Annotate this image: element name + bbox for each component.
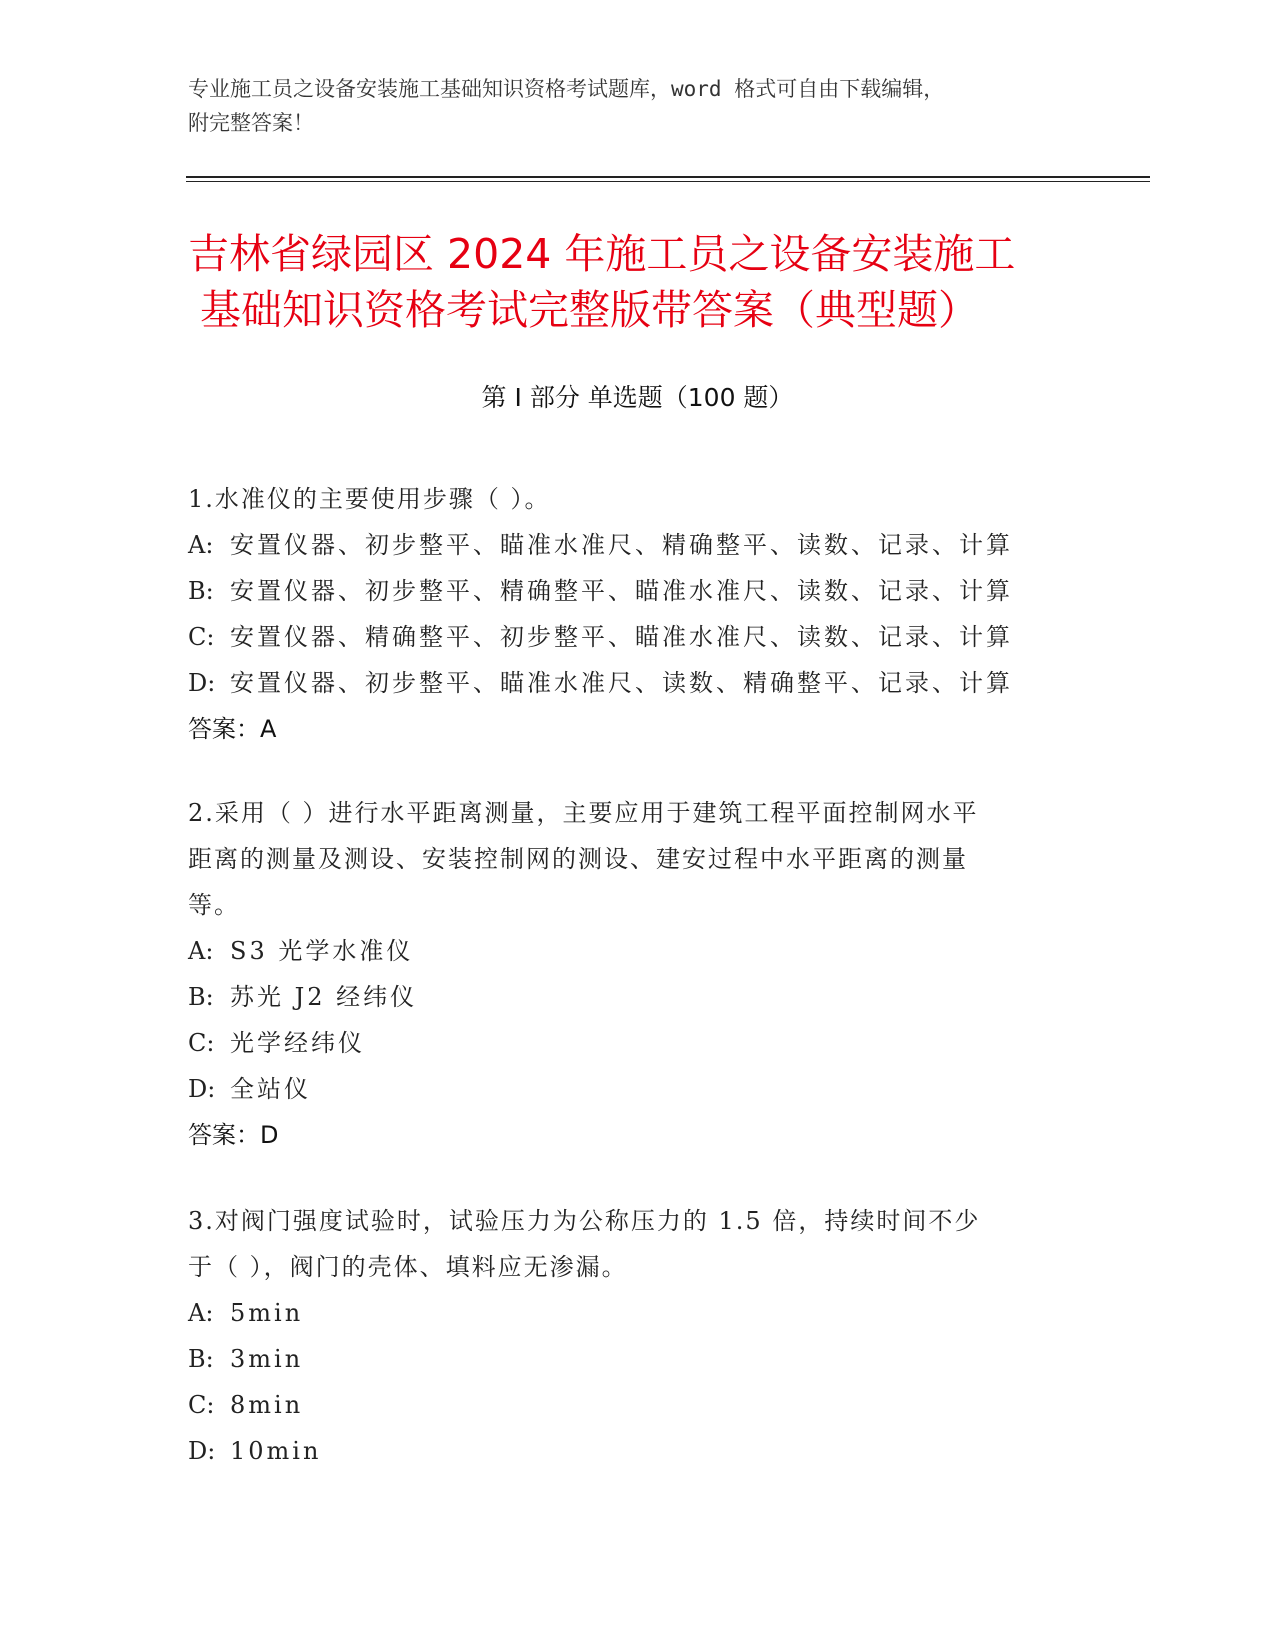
option-text: 安置仪器、初步整平、瞄准水准尺、精确整平、读数、记录、计算 xyxy=(230,531,1013,559)
document-title xyxy=(188,226,1108,338)
option-text: 5min xyxy=(230,1299,304,1327)
header-note-line: 附完整答案！ xyxy=(188,111,314,135)
question-option xyxy=(188,660,1088,706)
option-letter: D: xyxy=(188,1075,216,1103)
question-stem-line: 距离的测量及测设、安装控制网的测设、建安过程中水平距离的测量 xyxy=(188,845,968,873)
question-option xyxy=(188,1382,1088,1428)
option-text: 3min xyxy=(230,1345,304,1373)
question-block xyxy=(188,476,1088,752)
question-answer: 答案：A xyxy=(188,715,277,743)
question-block xyxy=(188,790,1088,1158)
option-letter: B: xyxy=(188,577,214,605)
option-letter: D: xyxy=(188,669,216,697)
option-letter: C: xyxy=(188,1391,215,1419)
header-note-line: 专业施工员之设备安装施工基础知识资格考试题库，word 格式可自由下载编辑， xyxy=(188,77,945,101)
option-text: 苏光 J2 经纬仪 xyxy=(230,983,418,1011)
question-option xyxy=(188,568,1088,614)
header-divider-thin xyxy=(186,181,1150,182)
question-stem-line: 2.采用（ ）进行水平距离测量，主要应用于建筑工程平面控制网水平 xyxy=(188,799,979,827)
question-option xyxy=(188,614,1088,660)
option-text: 8min xyxy=(230,1391,304,1419)
option-text: 安置仪器、初步整平、瞄准水准尺、读数、精确整平、记录、计算 xyxy=(230,669,1013,697)
option-text: 全站仪 xyxy=(230,1075,311,1103)
option-letter: A: xyxy=(188,937,214,965)
question-option xyxy=(188,1290,1088,1336)
question-option xyxy=(188,974,1088,1020)
option-text: S3 光学水准仪 xyxy=(230,937,414,965)
question-option xyxy=(188,1336,1088,1382)
question-stem-line: 3.对阀门强度试验时，试验压力为公称压力的 1.5 倍，持续时间不少 xyxy=(188,1207,981,1235)
option-letter: A: xyxy=(188,1299,214,1327)
question-option xyxy=(188,1020,1088,1066)
question-block xyxy=(188,1198,1088,1474)
question-option xyxy=(188,1428,1088,1474)
option-text: 安置仪器、精确整平、初步整平、瞄准水准尺、读数、记录、计算 xyxy=(230,623,1013,651)
option-letter: C: xyxy=(188,1029,215,1057)
option-letter: D: xyxy=(188,1437,216,1465)
header-divider xyxy=(186,176,1150,178)
header-note xyxy=(188,72,1088,140)
section-heading: 第 I 部分 单选题（100 题） xyxy=(481,383,794,412)
question-stem-line: 等。 xyxy=(188,891,240,919)
option-text: 光学经纬仪 xyxy=(230,1029,365,1057)
question-stem-line: 于（ ），阀门的壳体、填料应无渗漏。 xyxy=(188,1253,628,1281)
question-stem: 1.水准仪的主要使用步骤（ ）。 xyxy=(188,485,551,513)
option-text: 10min xyxy=(230,1437,322,1465)
question-option xyxy=(188,928,1088,974)
document-title-line: 吉林省绿园区 2024 年施工员之设备安装施工 xyxy=(188,230,1016,278)
option-letter: A: xyxy=(188,531,214,559)
document-title-line: 基础知识资格考试完整版带答案（典型题） xyxy=(200,286,979,334)
option-letter: B: xyxy=(188,1345,214,1373)
option-letter: C: xyxy=(188,623,215,651)
option-letter: B: xyxy=(188,983,214,1011)
question-option xyxy=(188,522,1088,568)
option-text: 安置仪器、初步整平、精确整平、瞄准水准尺、读数、记录、计算 xyxy=(230,577,1013,605)
question-answer: 答案：D xyxy=(188,1121,279,1149)
question-option xyxy=(188,1066,1088,1112)
